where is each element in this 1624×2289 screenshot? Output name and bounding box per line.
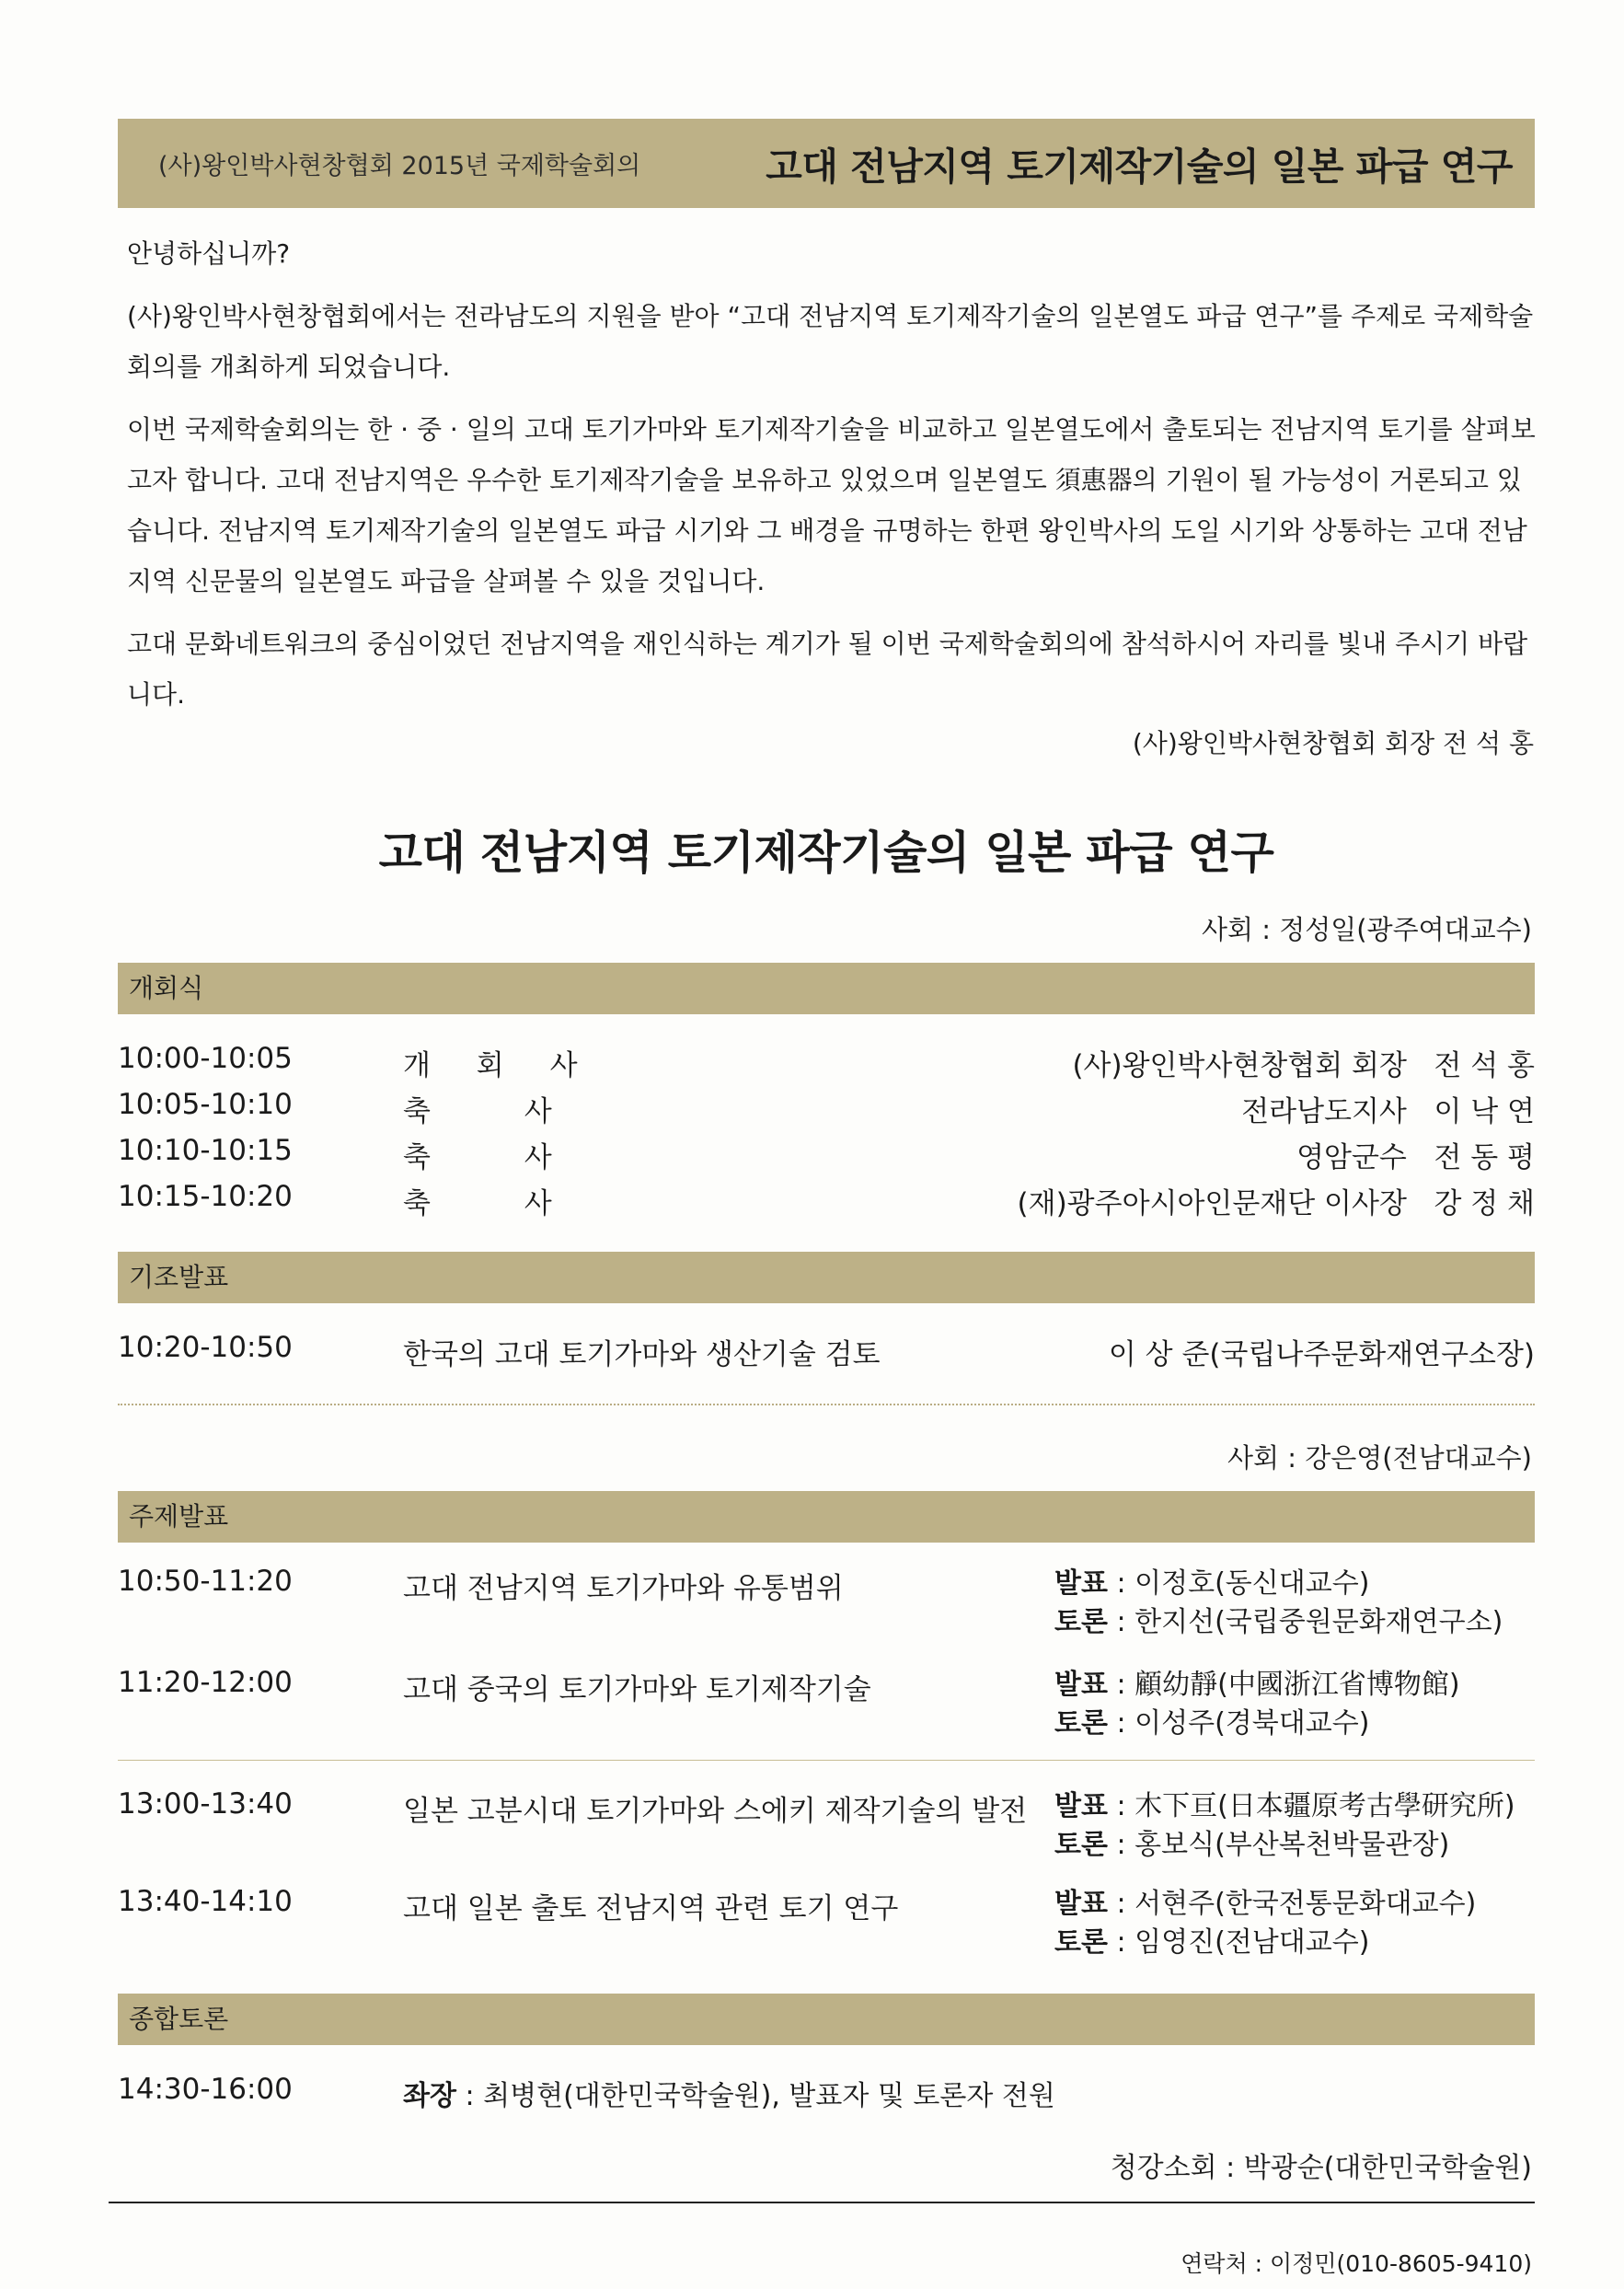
row-item: 개 회 사 — [403, 1049, 596, 1082]
contact-info: 연락처 : 이정민(010-8605-9410) — [1181, 2250, 1532, 2277]
row-topic: 고대 중국의 토기가마와 토기제작기술 — [403, 1673, 871, 1706]
chair-label: 좌장 — [403, 2080, 456, 2112]
discussant-name: : 한지선(국립중원문화재연구소) — [1107, 1606, 1503, 1638]
letter-paragraph-3: 고대 문화네트워크의 중심이었던 전남지역을 재인식하는 계기가 될 이번 국제학술회의에 참석하시어 자리를 빛내 주시기 바랍니다. — [127, 629, 1528, 710]
discussant-label: 토론 — [1054, 1606, 1108, 1638]
letter-signature: (사)왕인박사현창협회 회장 전 석 홍 — [1132, 728, 1534, 758]
header-org-event: (사)왕인박사현창협회 2015년 국제학술회의 — [158, 152, 641, 180]
row-time: 10:05-10:10 — [118, 1088, 293, 1121]
presenter-name: : 이정호(동신대교수) — [1107, 1567, 1370, 1600]
presenter-line — [1054, 1787, 1515, 1826]
row-time: 10:50-11:20 — [118, 1565, 293, 1598]
row-item: 축 사 — [403, 1095, 594, 1128]
presenter-label: 발표 — [1054, 1790, 1108, 1822]
discussant-line — [1054, 1603, 1503, 1642]
letter-greeting: 안녕하십니까? — [127, 238, 291, 269]
section-presentations: 주제발표 — [118, 1491, 1535, 1543]
row-person: 이 낙 연 — [1434, 1095, 1535, 1128]
discussant-label: 토론 — [1054, 1926, 1108, 1959]
row-time: 10:00-10:05 — [118, 1042, 293, 1075]
discussant-name: : 임영진(전남대교수) — [1107, 1926, 1370, 1959]
presenter-line — [1054, 1565, 1503, 1603]
letter-paragraph-1: (사)왕인박사현창협회에서는 전라남도의 지원을 받아 “고대 전남지역 토기제작기술의 일본열도 파급 연구”를 주제로 국제학술회의를 개최하게 되었습니다. — [127, 301, 1534, 382]
row-people — [1054, 1565, 1503, 1642]
moderator-morning: 사회 : 정성일(광주여대교수) — [1202, 914, 1532, 945]
row-time: 13:40-14:10 — [118, 1885, 293, 1918]
closing-line: 청강소회 : 박광순(대한민국학술원) — [1110, 2152, 1532, 2184]
row-role: (재)광주아시아인문재단 이사장 — [1017, 1187, 1407, 1220]
presenter-label: 발표 — [1054, 1669, 1108, 1701]
row-topic: 고대 일본 출토 전남지역 관련 토기 연구 — [403, 1892, 899, 1925]
row-role: (사)왕인박사현창협회 회장 — [1072, 1049, 1407, 1082]
header-band — [118, 119, 1535, 208]
row-host — [1072, 1042, 1535, 1083]
row-role: 전라남도지사 — [1241, 1095, 1407, 1128]
row-time: 10:15-10:20 — [118, 1180, 293, 1213]
row-topic: 한국의 고대 토기가마와 생산기술 검토 — [403, 1338, 881, 1371]
row-time: 11:20-12:00 — [118, 1666, 293, 1699]
presenter-line — [1054, 1666, 1460, 1705]
discussant-line — [1054, 1705, 1460, 1743]
row-person: 강 정 채 — [1434, 1187, 1535, 1220]
row-time: 13:00-13:40 — [118, 1787, 293, 1821]
row-person: 전 석 홍 — [1434, 1049, 1535, 1082]
row-chair — [403, 2073, 1055, 2113]
row-people — [1054, 1666, 1460, 1743]
program-title: 고대 전남지역 토기제작기술의 일본 파급 연구 — [378, 827, 1274, 879]
section-discussion: 종합토론 — [118, 1994, 1535, 2045]
discussant-line — [1054, 1826, 1515, 1865]
row-person: 전 동 평 — [1434, 1141, 1535, 1174]
row-speaker: 이 상 준(국립나주문화재연구소장) — [1108, 1338, 1535, 1371]
row-people — [1054, 1885, 1476, 1962]
presenter-label: 발표 — [1054, 1888, 1108, 1920]
presenter-label: 발표 — [1054, 1567, 1108, 1600]
footer-rule — [109, 2202, 1535, 2203]
row-time: 10:10-10:15 — [118, 1134, 293, 1167]
moderator-session: 사회 : 강은영(전남대교수) — [1227, 1442, 1532, 1474]
discussant-line — [1054, 1924, 1476, 1962]
row-topic: 일본 고분시대 토기가마와 스에키 제작기술의 발전 — [403, 1795, 1028, 1828]
letter-paragraph-2: 이번 국제학술회의는 한 · 중 · 일의 고대 토기가마와 토기제작기술을 비교하고 일본열도에서 출토되는 전남지역 토기를 살펴보고자 합니다. 고대 전남지역은 우수한 토기제작기술을 보유하고 있었으며 일본열도 須惠器의 기원이 될 가능성이 거론되고 있습니다. 전남지역 토기제작기술의 일본열도 파급 시기와 그 배경을 규명하는 한편 왕인박사의 도일 시기와 상통하는 고대 전남지역 신문물의 일본열도 파급을 살펴볼 수 있을 것입니다. — [127, 414, 1536, 596]
discussant-label: 토론 — [1054, 1829, 1108, 1861]
chair-text: : 최병현(대한민국학술원), 발표자 및 토론자 전원 — [455, 2080, 1055, 2112]
row-topic: 고대 전남지역 토기가마와 유통범위 — [403, 1572, 844, 1605]
row-role: 영암군수 — [1296, 1141, 1407, 1174]
session-divider — [118, 1760, 1535, 1761]
presenter-name: : 서현주(한국전통문화대교수) — [1107, 1888, 1477, 1920]
discussant-name: : 이성주(경북대교수) — [1107, 1707, 1370, 1740]
divider — [118, 1404, 1535, 1405]
row-host — [1296, 1134, 1535, 1175]
section-keynote: 기조발표 — [118, 1252, 1535, 1303]
section-opening: 개회식 — [118, 963, 1535, 1014]
discussant-name: : 홍보식(부산복천박물관장) — [1107, 1829, 1450, 1861]
row-host — [1018, 1180, 1535, 1221]
row-host — [1241, 1088, 1535, 1129]
header-title: 고대 전남지역 토기제작기술의 일본 파급 연구 — [766, 145, 1513, 189]
row-item: 축 사 — [403, 1187, 594, 1220]
presenter-name: : 顧幼靜(中國浙江省博物館) — [1107, 1669, 1460, 1701]
discussant-label: 토론 — [1054, 1707, 1108, 1740]
row-item: 축 사 — [403, 1141, 594, 1174]
presenter-name: : 木下亘(日本疆原考古學研究所) — [1107, 1790, 1515, 1822]
row-people — [1054, 1787, 1515, 1865]
row-time: 14:30-16:00 — [118, 2073, 293, 2106]
presenter-line — [1054, 1885, 1476, 1924]
row-time: 10:20-10:50 — [118, 1331, 293, 1364]
invitation-letter — [127, 228, 1539, 769]
